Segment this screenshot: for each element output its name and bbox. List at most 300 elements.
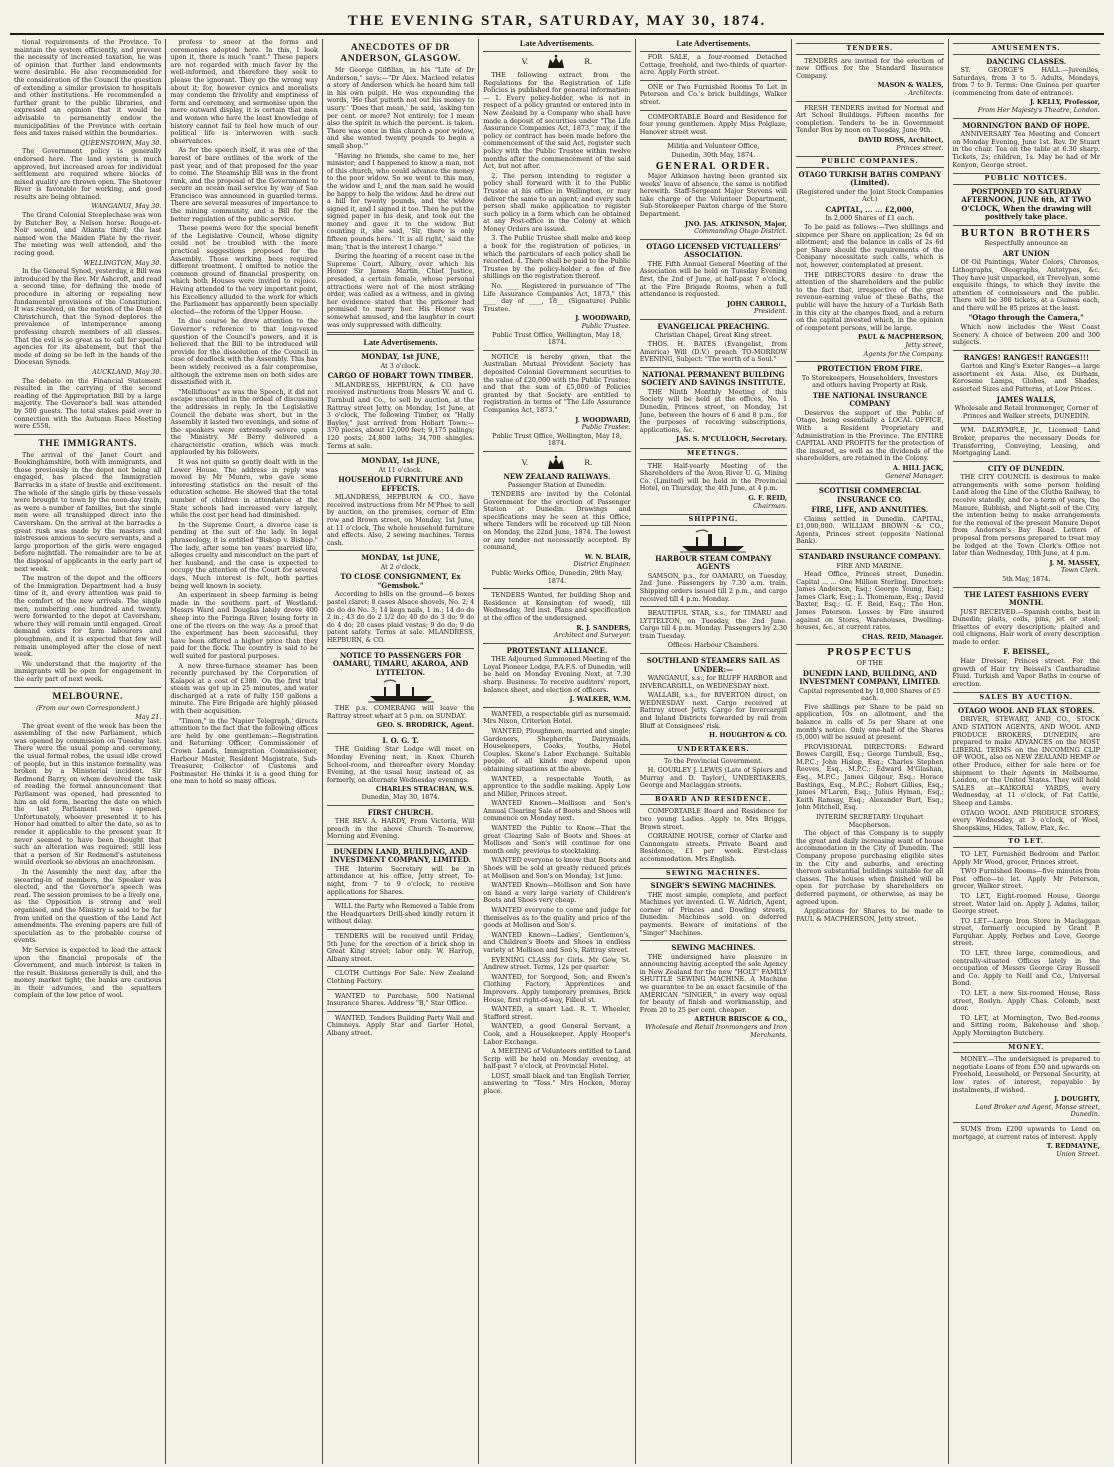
dateline: WELLINGTON, May 30. [83,258,162,267]
article-paragraph: A new three-furnace steamer has been recently purchased by the Corporation of Kaiapoi at a cost of £380. On the first trial steam was got up in 25 minutes, and water discharged at a rate of fully 150 gallons a minute. The Fire Brigade are highly pleased with their acquisition. [170,661,318,716]
advert-body: Five shillings per Share to be paid on application, 10s on allotment, and the balance in calls of 5s per Share at one month's notice. Only one-half of the Shares (5,000) will be issued at present. [796,702,944,742]
classified-ad: WANTED, for Sorgood, Son, and Ewen's Clothing Factory, Apprentices and Improvers. Apply temporary premises, Brick House, first right-of-way, Filleul st. [483,972,631,1004]
section-title: Late Advertisements. [640,39,787,52]
advert-body: WANTED to Purchase, 500 National Insurance Shares. Address "B," Star Office. [326,991,475,1008]
advert-signature: W. N. BLAIR, [584,552,631,561]
section-title: Late Advertisements. [483,39,630,52]
article-paragraph: profess to sneer at the forms and ceremonies adopted here. In this, I look upon it, there is much "cant." These papers are not regarded with much favor by the well-informed, and therefore they seek to please the ignorant. They go the wrong way about it; for, however cynics and moralists may condemn the frivolity and emptiness of form and ceremony, and sermonise upon the mere outward display, it is certain that men and women who have the least knowledge of history cannot fail to feel how much of our political life is interwoven with such observances. [170,39,318,145]
classified-ad: WANTED everyone to come and judge for themselves as to the quality and price of the goods at Mollison and Son's. [483,906,631,930]
article-paragraph: The great event of the week has been the assembling of the new Parliament, which was opened by commission on Tuesday last. There were the usual pomp and ceremony, the usual formal robes, the usual idle crowd of people, but in this instance formality was broken by a Ministerial incident. Sir Redmond Barry, on whom devolved the task of reading the formal announcement that Parliament was opened, had presented to him an old form, bearing the date on which the last Parliament was opened. Unfortunately, whoever presented it to his Honor had omitted to alter the date, so as to render it applicable to the present year. It never seemed to have been thought that such an alteration was required; still less that a person of Sir Redmond's astuteness would overlook so obvious an anachronism. [14,721,162,867]
classified-ad: TO LET, Furnished Bedroom and Parlor. Apply Mr Wood, grocer, Princes street. [952,849,1100,866]
royal-crest-icon [546,455,566,471]
advert-title: PROTESTANT ALLIANCE. [506,645,608,655]
advert-signature: ARTHUR BRISCOE & CO., [694,1015,788,1024]
advert-date: Dunedin, May 30, 1874. [361,792,440,801]
advert-title: GENERAL ORDER. [655,161,771,172]
advert-body: TENDERS are invited by the Colonial Government for the erection of Passenger Station at Dunedin. Drawings and specifications may be seen at this Office, where Tenders will be received up till Noon on Monday, the 22nd June, 1874. The lowest or any tender not necessarily accepted. By command, [483,490,631,552]
divider [796,483,943,484]
advert-body: THE most simple, complete, and perfect Machines yet invented. G. W. Aldrich, Agent, corner of Princes and Dowling streets, Dunedin. Machines sold on deferred payments. Beware of imitations of the "Singer" Machines. [639,890,788,937]
divider [14,687,161,688]
divider [327,332,474,335]
category-header: BOARD AND RESIDENCE. [640,794,787,806]
advert-signature-title: From Her Majesty's Theatre, London. [977,106,1100,115]
classified-ad: COMFORTABLE Board and Residence for four young gentlemen. Apply Miss Polglaze, Hanover street west. [639,112,788,136]
advert-subtitle: (Registered under the Joint Stock Companies Act.) [796,187,944,204]
divider [640,80,787,81]
divider [483,643,630,644]
advert-subtitle: Respectfully announce an [984,239,1069,248]
advert-title: SOUTHLAND STEAMERS SAIL AS UNDER:— [646,656,781,674]
advert-subtitle: To the Provincial Government. [664,757,763,766]
advert-signature-title: District Engineer. [573,560,631,569]
advert-body: Which now includes the West Coast Scenery. A choice of between 200 and 300 subjects. [952,322,1100,347]
advert-title: OTAGO LICENSED VICTUALLERS' ASSOCIATION. [646,241,781,260]
advert-body: According to bills on the ground—6 boxes pastel claret; 8 cases Alsace shovels, No. 2; 4 do do do No. 3; 14 kegs nails, 1 in.; 14 do do 2 in.; 43 do do 2 1/2 do; 40 do do 3 do; 9 do do 4 do; 20 cases plaid vestas; 9 do do; 9 do patent safety. Terms at sale. MLANDRESS, HEPBURN, & CO. [326,590,475,645]
advert-signature-title: Architect and Surveyor. [553,631,631,640]
advert-title: HARBOUR STEAM COMPANY AGENTS [655,553,772,572]
advert-title: THE NATIONAL INSURANCE COMPANY [812,390,927,409]
advert-body: Garton and King's Exeter Ranges—a large assortment ex Asia. Also, ex Durham, Kerosene Lamps, Globes, and Shades, assorted Sizes and Patterns, at Low Prices. [952,362,1100,394]
advert-date: MONDAY, 1st JUNE, [361,456,440,466]
divider [796,644,943,645]
article-paragraph: During the hearing of a recent case in the Supreme Court, Albury, over which his Honor Sir James Martin, Chief Justice, presided, a certain female, whose personal attractions were not of the most striking order, was called as a witness, and in giving her evidence stated that the prisoner had promised to marry her. His Honor was somewhat amused, and the laughter in court was only suppressed with difficulty. [326,252,475,329]
advert [327,652,474,730]
advert-date: Public Trust Office, Wellington, May 18, 1874. [492,431,622,448]
column-4 [479,39,635,1464]
advert-date: MONDAY, 1st JUNE, [361,553,440,563]
advert-quote: "Otago through the Camera," [968,313,1084,323]
dateline: QUEENSTOWN, May 30. [80,138,162,147]
advert-signature: J. M. MASSEY, [1049,558,1100,567]
advert-title: JAMES WALLS, [996,394,1056,404]
advert [327,353,474,450]
advert-body: THE Adjourned Summoned Meeting of the Loyal Pioneer Lodge, P.A.F.S. of Dunedin, will be held on Monday Evening Next, at 7.30 sharp. Business: To receive auditors' report, balance sheet, and election of officers. [483,655,631,694]
category-header: MONEY. [953,1042,1100,1054]
advert-body: Of Oil Paintings, Water Colors, Chromos, Lithographs, Oleographs, Autotypes, &c. They have just unpacked, ex Trevelyan, some exquisite things, to which they invite the attention of connoisseurs and the public. There will be 300 tickets, at a Guinea each, and there will be 85 prizes at the least. [952,258,1100,312]
category-header: SHIPPING. [640,514,787,526]
advert-signature: DAVID ROSS, Architect, [858,135,944,144]
category-header: MEETINGS. [640,448,787,460]
divider [640,139,787,140]
advert-body: ANNIVERSARY Tea Meeting and Concert on Monday Evening, June 1st. Rev. Dr Stuart in the chair. Tea on the table at 6.30 sharp. Tickets, 2s; children, 1s. May be had of Mr Kenyon, George street. [952,130,1100,169]
classified-ad: COMFORTABLE Board and Residence for two young Ladies. Apply to Mrs Briggs, Brown street. [639,807,788,831]
advert-body: 2. The person intending to register a policy shall forward with it to the Public Trustee at his office in Wellington, or may deliver the same to an agent; and every such person shall make application to register such policy in a form which can be obtained at any Post-office in the Colony at which Money Orders are issued. [483,171,631,233]
classified-ad: WANTED Known—Mollison and Son's Annual Clearing Sale of Boots and Shoes will commence on Monday next. [483,799,631,823]
steamship-icon [678,529,748,553]
section-subtitle: (From our own Correspondent.) [35,703,140,712]
classified-ad: WANTED, Ploughmen, married and single; Gardeners, Shepherds, Dairymaids, Housekeepers, Cooks, Youths, Hotel Couples. Skene's Labor Exchange. Suitable people of all kinds may depend upon obtaining situations at the above. [483,726,631,773]
advert-title: NOTICE TO PASSENGERS FOR OAMARU, TIMARU, AKAROA, AND LYTTELTON. [332,650,469,677]
advert-body: WILL the Party who Removed a Table from the Headquarters Drill-shed kindly return it without delay. [326,902,475,926]
column-6 [792,39,948,1464]
article-paragraph: "Mellifluous" as was the Speech, it did not escape unscathed in the ordeal of discussing the addresses in reply. In the Legislative Council the debate was short, but in the Assembly it lasted two evenings, and some of the speakers were extremely severe upon the Ministry. Mr Berry delivered a characteristic oration, which was much applauded by his followers. [170,387,318,457]
section-title: Late Advertisements. [327,338,474,351]
advert-title: THE LATEST FASHIONS EVERY MONTH. [964,589,1089,607]
royal-cipher [483,455,630,471]
article-paragraph: In the Supreme Court, a divorce case is pending at the suit of the lady. In legal phraseology, it is entitled "Bishop v. Bishop." The lady, after some ten years' married life, alleges cruelty and misconduct on the part of her husband, and the case is expected to occupy the attention of the Court for several days. Much interest is felt, both parties being well known in society. [170,520,318,590]
divider [327,648,474,649]
dateline: May 21. [135,713,162,722]
advert-title: HOUSEHOLD FURNITURE AND EFFECTS. [338,475,463,493]
advert-signature-address: Jetty street, [905,340,944,349]
advert-signature: JAS. S. M'CULLOCH, Secretary. [675,435,788,444]
advert-body: 3. The Public Trustee shall make and keep a book for the registration of policies, in which the particulars of each policy shall be recorded. 4. There shall be paid to the Public Trustee by the policy-holder a fee of five shillings on the registration thereof. [483,234,631,281]
column-3 [323,39,479,1464]
advert-signature: JOHN CARROLL, [726,299,788,308]
classified-ad: WANTED the Public to Know—That the great Clearing Sale of Boots and Shoes at Mollison and Son's will continue for one month only, previous to stocktaking. [483,824,631,855]
advert-date: Dunedin, 30th May, 1874. [671,150,756,159]
advert-company: DUNEDIN LAND, BUILDING, AND INVESTMENT COMPANY, LIMITED. [799,668,941,687]
divider [953,350,1100,351]
classified-ad: TO LET, three large, commodious, and centrally-situated Offices lately in the occupation of Messrs George Gray Russell and Co. Apply to Neill and Co., Universal Bond. [952,949,1100,988]
advert-body: TENDERS Wanted, for building Shop and Residence at Kensington (of wood), till Wednesday, 3rd inst. Plans and specification at the office of the undersigned. [483,591,631,622]
divider [640,940,787,941]
article-paragraph: The Grand Colonial Steeplechase was won by Butcher Boy, a Nelson horse. Rouge-et-Noir second, and Atlanta third; the last named won the Maiden Plate by the river. The meeting was well attended, and the racing good. [14,211,162,258]
dateline: WANGANUI, May 30. [91,202,162,211]
advert-title: SCOTTISH COMMERCIAL INSURANCE CO. [818,486,921,504]
divider [327,929,474,930]
classified-ad: FOR SALE, a four-roomed Detached Cottage, freehold, and two-thirds of quarter-acre. Apply Forth street. [639,53,788,77]
classified-ad: CORRAINE HOUSE, corner of Clarke and Cannongate streets. Private Board and Residence, £1 per week. First-class accommodation. Mrs English. [639,832,788,863]
advert-signature: GEO. S. BRODRICK, Agent. [376,721,475,730]
advert-subtitle: To Storekeepers, Householders, Investors and others having Property at Risk. [801,373,938,390]
advert-signature: J. KELLY, Professor, [1029,98,1100,107]
advert-body: H. GOURLEY J. LEWIS (Late of Spiers and Murray and D. Taylor), UNDERTAKERS, George and Maclaggan streets. [639,766,788,790]
category-header: PUBLIC NOTICES. [953,173,1100,185]
divider [327,989,474,990]
category-header: AMUSEMENTS. [953,43,1100,55]
divider [327,899,474,900]
divider [327,966,474,967]
advert-signature-title: General Manager. [885,471,944,480]
advert-title: SEWING MACHINES. [671,943,756,953]
classified-ad: TWO Furnished Rooms—five minutes from Post office—to let. Apply Mr Peterson, grocer, Walker street. [952,867,1100,891]
classified-ad: WANTED Known—Mollison and Son have on hand a very large variety of Children's Boots and Shoes very cheap. [483,881,631,905]
royal-cipher [483,54,630,70]
classified-ad: A MEETING of Volunteers entitled to Land Scrip will be held on Monday evening, at half-past 7 o'clock, at Provincial Hotel. [483,1047,631,1071]
article-paragraph: As for the speech itself, it was one of the barest of bare outlines of the work of the past year, and of that proposed for the year to come. The Steamship Bill was in the front rank, and the proposal of the Government to secure an ocean mail service by way of San Francisco was announced in guarded terms. There are several measures of importance to the mining community, and a Bill for the better regulation of the public service. [170,146,318,223]
advert-body: SUMS from £200 upwards to Lend on mortgage, at current rates of interest. Apply [952,1124,1100,1141]
divider [796,361,943,362]
advert-title: DUNEDIN LAND, BUILDING, AND INVESTMENT COMPANY, LIMITED. [330,846,471,865]
classified-ad: WANTED Known—Ladies', Gentlemen's, and Children's Boots and Shoes in endless variety at Mollison and Son's, Rattray street. [483,930,631,954]
cipher-v: V. [521,57,529,67]
category-header: UNDERTAKERS. [640,744,787,756]
advert-title: POSTPONED TO SATURDAY AFTERNOON, JUNE 6th, AT TWO O'CLOCK, When the drawing will positively take place. [961,186,1092,222]
classified-ad: EVENING CLASS for Girls. Mr Gow, St. Andrew street. Terms, 12s per quarter. [483,955,631,972]
advert-body: MONEY.—The undersigned is prepared to negotiate Loans of from £50 and upwards on Freehold, Leasehold, or Personal Security, at low rates of interest, repayable by instalments, if wished. [952,1055,1100,1094]
advert-body: THE following extract from the Regulations for the Registration of Life Policies is published for general information:— 1. Every policy-holder, who is not in respect of a policy granted or entered into in New Zealand by a Company who shall have made a deposit of securities under "The Life Assurance Companies Act, 1873," may, if the policy or contract has been made before the commencement of the said Act, register such policy with the Public Trustee within twelve months after the commencement of the said Act, but not after. [483,71,631,171]
divider [953,1122,1100,1123]
shipping-notice: BEAUTIFUL STAR, s.s., for TIMARU and LYTTELTON, on Tuesday, the 2nd June. Cargo till 4 p.m. Monday. Passengers by 2.30 train Tuesday. [639,609,788,640]
article-paragraph: The matron of the depot and the officers of the Immigration Department had a busy time of it, and every attention was paid to the comfort of the new arrivals. The single men, numbering one hundred and twenty, were forwarded to the depot at Caversham, where they will remain until engaged. Great demand exists for farm labourers and ploughmen, and it is expected that few will remain unemployed after the close of next week. [14,574,162,659]
cipher-r: R. [584,57,593,67]
article-paragraph: These poems were for the special benefit of the Legislative Council, whose dignity could not be troubled with the more practical suggestions proposed for the Assembly. Those working bees required different treatment. I omitted to notice the common ground of financial prosperity, on which both Houses were invited to rejoice. Having attended to the very important point, his Excellency alluded to the work for which the Parliament has apparently been specially elected—the reform of the Upper House. [170,224,318,316]
advert-body: THE Interim Secretary will be in attendance at his office, Jetty street, To-night, from 7 to 9 o'clock, to receive applications for Shares. [326,864,475,896]
advert-title: TO CLOSE CONSIGNMENT, Ex "Gemsbok." [340,572,461,590]
advert-body: Hair Dresser, Princes street. For the growth of Hair try Beissel's Cantharadine Fluid. Turkish and Vapor Baths in course of erection. [952,656,1100,688]
advert-time: At 2 o'clock. [380,562,421,571]
advert-signature-title: Public Trustee. [581,322,631,330]
divider [640,319,787,320]
advert-signature: H. HOUGHTON & CO. [709,731,788,740]
advert-body: CLOTH Cuttings For Sale. New Zealand Clothing Factory. [326,969,475,985]
classified-ad: TO LET—Large Iron Store in Maclaggan street, formerly occupied by Grant P. Farquhar. Apply, Forbes and Love, George street. [952,916,1100,948]
advert-signature: J. WOODWARD, [575,415,631,424]
advert-signature-title: Architects. [908,88,944,97]
capital-shares: Capital represented by 10,000 Shares of £5 each. [798,686,941,703]
capital-amount: CAPITAL, ... ... £2,000, [825,204,914,214]
advert-form: No. ____ Registered in pursuance of "The Life Assurance Companies Act, 1873," this ____ day of ____, 18__ (Signature) Public Trustee. [483,282,631,313]
advert-signature-title: Wholesale and Retail Ironmongers and Iron Merchants. [645,1023,788,1039]
divider [327,733,474,734]
advert-signature-title: Commanding Otago District. [694,227,788,236]
advert-signature-title: Public Trustee. [581,423,631,432]
classified-ad: WANTED, a respectable Youth, as apprentice to the saddle making. Apply Low and Miller, Princes street. [483,774,631,798]
classified-ad: LOST, small black and tan English Terrier, answering to "Toss." Mrs Hocken, Moray place. [483,1071,631,1096]
advert-signature: PAUL & MACPHERSON, [857,333,944,342]
advert-signature-title: Union Street. [1056,1149,1100,1158]
article-paragraph: An experiment in sheep farming is being made in the southern part of Westland. Messrs Ward and Douglas lately drove 400 sheep into the Paringa River, losing forty in one of the rivers on the way. As a proof that the experiment has been successful, they have been offered a higher price than they paid for the flock. The country is said to be well suited for pastoral purposes. [170,591,318,660]
advert-body: THOS. H. BATES (Evangelist, from America) Will (D.V.) preach TO-MORROW EVENING, Subject: "The worth of a Soul." [639,340,788,364]
advert-body: THE undersigned have pleasure in announcing having accepted the sole Agency in New Zealand for the new "HOLT" FAMILY SHUTTLE SEWING MACHINE. A Machine we guarantee to be an exact facsimile of the AMERICAN "SINGER," in every way equal for beauty of finish and workmanship, and From 20 to 25 per cent. cheaper. [639,952,788,1014]
advert-body: THE Half-yearly Meeting of the Shareholders of the Avon River U. G. Mining Co. (Limited) will be held in the Provincial Hotel, on Thursday, the 4th June, at 4 p.m. [639,461,788,493]
advert-body: THE CITY COUNCIL is desirous to make arrangements with some person holding Land along the Line of the Clutha Railway, to receive statedly, and for a term of years, the Manure, Rubbish, and Night-soil of the City, the intention being to make arrangements for the removal of the present Manure Depot from Anderson's Bay Road. Letters of proposal from persons prepared to treat may be lodged at the Town Clerk's Office not later than Wednesday, 10th June, at 4 p.m. [952,473,1100,558]
advert [327,737,474,802]
advert-signature: J. DOUGHTY, [1054,1095,1100,1104]
classified-ad: WANTED everyone to know that Boots and Shoes will be sold at greatly reduced prices at Mollison and Son's on Monday, 1st June. [483,856,631,880]
advert-title: OTAGO TURKISH BATHS COMPANY (Limited). [798,169,942,188]
advert-signature: R. J. SANDERS, [576,623,631,632]
divider [483,588,630,589]
classified-ad: TO LET, Eight-roomed House, George street. Water laid on. Apply J. Adams, tailor, George street. [952,891,1100,916]
advert-subtitle: Christian Chapel, Great King street. [654,331,773,340]
article-paragraph: It was not quite so gently dealt with in the Lower House. The address in reply was moved by Mr Munro, who gave some interesting statistics on the result of the education scheme. He showed that the total number of children in attendance at the State schools had increased very largely, while the cost per head had diminished. [170,458,318,520]
article-paragraph: We understand that the majority of the immigrants will be open for engagement in the early part of next week. [14,659,162,683]
divider [483,451,630,452]
advert-date: Public Trust Office, Wellington, May 18, 1874. [492,330,622,347]
advert-office: Militia and Volunteer Office, [667,142,760,151]
advert-signature: MASON & WALES, [877,81,944,90]
divider [953,587,1100,588]
interim-secretary: INTERIM SECRETARY: Urquhart Macpherson. [816,813,924,829]
advert-subtitle: Passenger Station at Dunedin. [507,481,607,490]
advert-title: MORNINGTON BAND OF HOPE. [962,120,1090,130]
advert-title: NEW ZEALAND RAILWAYS. [503,471,611,481]
advert-office: Offices: Harbour Chambers. [667,641,760,650]
article-paragraph: The Government policy is generally endorsed here. The land system is much approved, but increased areas for individual settlement are required where blocks of mixed quality are thrown open. The Shotover River is favorable for working, and good results are being obtained. [14,147,162,201]
advert-body: OTAGO WOOL AND PRODUCE STORES, every Wednesday, at 3 o'clock, of Wool, Sheepskins, Hides, Tallow, Flax, &c. [952,808,1100,832]
article-paragraph: In the Assembly the next day, after the swearing-in of members, the Speaker was elected, and the Governor's speech was read. The session promises to be a lively one, as the Opposition is strong and well organised, and the Ministry is said to be far from united on the question of the Land Act amendments. The evening papers are full of speculation as to the probable course of events. [14,867,162,945]
capital-shares: In 2,000 Shares of £1 each. [825,214,915,223]
article-paragraph: In due course he drew attention to the Governor's reference to that long-vexed question of the Council's powers, and it is believed that the Bill to be introduced will provide for the dissolution of the Council in case of deadlock with the Assembly. This has been widely received as a fair compromise, although the extreme men on both sides are dissatisfied with it. [170,317,318,387]
advert-subtitle: OF THE [856,658,883,667]
advert-body: THE REV. A. HARDY, From Victoria, Will preach in the above Church To-morrow, Morning and Evening. [326,817,475,841]
advert-body: Claims settled in Dunedin. CAPITAL, £1,000,000. WILLIAM BROWN & CO., Agents, Princes street (opposite National Bank). [796,514,944,546]
shipping-notice: SAMSON, p.s., for OAMARU, on Tuesday, 2nd June. Passengers by 7.30 a.m. train. Shipping orders issued till 2 p.m., and cargo received till 4 p.m. Monday. [639,571,788,603]
advert-body: MLANDRESS, HEPBURN & CO., have received instructions from Mr M'Phee to sell by auction, on the premises, corner of Elm row and Brown street, on Monday, 1st June, at 11 o'clock, The whole household furniture and effects. Also, 2 sewing machines. Terms cash. [326,493,475,547]
classified-ad: ONE or Two Furnished Rooms To Let in Peterson and Co.'s brick buildings, Walker street. [639,82,788,106]
advert-signature-title: Agents for the Company. [863,349,944,358]
classified-ad: WANTED, a respectable girl as nursemaid. Mrs Nixon, Criterion Hotel. [483,709,631,726]
classified-ad: WANTED, a good General Servant, a Cook, and a Housekeeper. Apply Hooper's Labor Exchange. [483,1022,631,1046]
advert [327,809,474,841]
advert-signature: JNO. JAS. ATKINSON, Major, [685,219,788,228]
advert-title: PROSPECTUS [827,648,913,659]
divider [640,367,787,368]
shipping-notice: WANGANUI, s.s., for BLUFF HARBOR and INVERCARGILL, on WEDNESDAY next. [639,674,788,690]
column-5 [636,39,792,1464]
column-7 [949,39,1104,1464]
advert-body: Major Atkinson having been granted six weeks' leave of absence, the same is notified herewith. Staff-Sergeant Major Stevens will take charge of the Volunteer Department, Sub-Storekeeper Paxton charge of the Store Department. [639,172,788,218]
advert-signature-title: Town Clerk. [1061,566,1100,575]
cipher-r: R. [584,458,593,468]
divider [953,118,1100,119]
category-header: TO LET. [953,836,1100,848]
category-header: SEWING MACHINES. [640,868,787,880]
advert-body: The object of this Company is to supply the great and daily increasing want of house accommodation in the City of Dunedin. The Company propose purchasing eligible sites in the City and suburbs, and erecting thereon substantial buildings suitable for all classes. The houses when finished will be open for purchase by shareholders on deferred payment, or otherwise, as may be agreed upon. [796,829,944,906]
advert-date: MONDAY, 1st JUNE, [361,352,440,362]
advert-title: SINGER'S SEWING MACHINES. [650,881,777,891]
article-paragraph: The arrival of the Janet Court and Bookinghamshire, both with immigrants, and those previously in the depot not being all engaged, has placed the Immigration Barracks in a state of bustle and excitement. The whole of the single girls by these vessels were brought to town by the noon-day train, as were a number of families, but the single men were all transhipped direct into the Caversham. On the arrival at the barracks a great rush was made by the masters and mistresses anxious to secure servants, and a large proportion of the girls were engaged before nightfall. The remainder are to be at the disposal of applicants in the early part of next week. [14,450,162,573]
advert-body: Applications for Shares to be made to PAUL & MACPHERSON, Jetty street. [796,907,944,923]
advert-body: DRIVER, STEWART, AND CO., STOCK AND STATION AGENTS, AND WOOL AND PRODUCE BROKERS, DUNEDIN, are prepared to make ADVANCES on the MOST LIBERAL TERMS on the INCOMING CLIP OF WOOL, also on NEW ZEALAND HEMP or other Produce, either for sale here or for shipment to their Agents in Melbourne, London, or the United States. They will hold SALES at—KAIKORAI YARDS, every Wednesday, at 11 o'clock, of Fat Cattle, Sheep and Lambs. [952,715,1100,807]
advert-title: PROTECTION FROM FIRE. [817,364,923,374]
advert-signature-title: President. [754,307,788,316]
classified-ad: WANTED, a smart Lad. R. T. Wheeler, Stafford street. [483,1005,631,1021]
article-paragraph: "Having no friends, she came to me, her minister; and I happened to know a man, not of this church, who could advance the money to the poor widow. So we went to this man, the widow and I, and the man said he would be happy to help the widow. And he drew out a bill for twenty pounds, and the widow signed it, and I signed it too. Then he put the signed paper in his desk, and took out the money and gave it to the widow. But counting it, she said, 'Sir, there is only fifteen pounds here.' 'It is all right,' said the man; 'that is the interest I charge.'" [326,151,475,251]
divider [953,423,1100,424]
advert-title: BURTON BROTHERS [961,228,1092,239]
advert-title: RANGES! RANGES!! RANGES!!! [963,352,1089,362]
article-paragraph: The debate on the Financial Statement resulted in the carrying of the second reading of the Appropriation Bill by a large majority. The Governor's ball was attended by 500 guests. The total stakes paid over in connection with the Autumn Race Meeting were £558. [14,376,162,431]
advert-title: EVANGELICAL PREACHING. [657,321,770,331]
advert [327,457,474,547]
advert-signature: J. WALKER, W.M. [569,695,631,704]
divider [483,707,630,708]
divider [796,549,943,550]
advert-signature: A. HILL JACK, [893,463,944,472]
divider [796,101,943,102]
advert-body: THE Ninth Monthly Meeting of this Society will be held at the offices, No. 1 Dunedin, Princes street, on Monday, 1st June, between the hours of 6 and 8 p.m., for the purposes of receiving subscriptions, applications, &c. [639,387,788,434]
shipping-notice: WALLABI, s.s., for RIVERTON direct, on WEDNESDAY next. Cargo received at Rattray street Jetty. Cargo for Invercargill and Inland Districts forwarded by rail from Bluff at Consignees' risk. [639,691,788,730]
column-1 [10,39,166,1464]
advert [327,848,474,896]
section-title: ANECDOTES OF DR ANDERSON, GLASGOW. [340,43,461,64]
advert-body: TENDERS are invited for the erection of new Offices for the Standard Insurance Company. [796,56,944,80]
divider [327,453,474,454]
advert-date: 5th May, 1874. [1002,574,1051,583]
advert-title: I. O. G. T. [382,735,419,745]
advert-subtitle: FIRE AND MARINE. [836,561,904,570]
section-title: THE IMMIGRANTS. [38,438,138,449]
article-paragraph: tional requirements of the Province. To maintain the system efficiently, and prevent the necessity of increased taxation, he was of opinion that further land endowments were desirable. He also recommended for the consideration of the Council the question of extending a similar provision to hospitals and other institutions. He recommended a further grant to the public libraries, and expressed an opinion that it would be advisable to permanently endow the municipalities of the Province with certain fees and taxes raised within the boundaries. [14,39,162,138]
advert-body: THE Fifth Annual General Meeting of the Association will be held on Tuesday Evening first, the 2nd of June, at half-past 7 o'clock, at the Fire Brigade Rooms, when a full attendance is requested. [639,259,788,299]
divider [640,606,787,607]
royal-crest-icon [546,54,566,70]
advert-title: NATIONAL PERMANENT BUILDING SOCIETY AND SAVINGS INSTITUTE. [641,369,786,388]
advert-title: F. BEISSEL, [1003,647,1050,657]
advert-title: STANDARD INSURANCE COMPANY. [798,552,941,561]
classified-ad: TO LET, at Mornington, Two Bed-rooms and Sitting room, Bakehouse and shop. Apply Mornington Butchery. [952,1013,1100,1037]
advert-signature: J. WOODWARD, [575,314,631,323]
advert-title: OTAGO WOOL AND FLAX STORES. [957,705,1095,715]
advert-title: DANCING CLASSES. [986,56,1067,66]
advert-body: THE DIRECTORS desire to draw the attention of the shareholders and the public to the fact that, irrespective of the great revenue-earning value of these Baths, the public will have the luxury of a Turkish Bath in this city at the charges fixed, and a return on the capital invested which, in the opinion of competent persons, will be large. [796,270,944,332]
divider [327,805,474,806]
advert [327,554,474,644]
divider [953,225,1100,226]
divider [640,239,787,240]
advert-subtitle: Wholesale and Retail Ironmonger, Corner of Princes and Walker streets, DUNEDIN. [954,404,1098,420]
advert-signature: T. REDMAYNE, [1046,1142,1100,1151]
classified-ad: TO LET, a new Six-roomed House, Ross street, Roslyn. Apply Chas. Colomb, next door. [952,989,1100,1013]
category-header: PUBLIC COMPANIES. [796,156,943,168]
advert-body: NOTICE is hereby given, that the Australian Mutual Provident Society has deposited Colonial Government securities to the value of £20,000 with the Public Trustee; and that the sum of £5,000 of Policies granted by that Society are entitled to registration in terms of "The Life Assurance Companies Act, 1873." [483,352,631,414]
divider [953,461,1100,462]
divider [640,110,787,111]
advert-body: MLANDRESS, HEPBURN, & CO. have received instructions from Messrs W. and G. Turnbull and Co., to sell by auction, at the Rattray street Jetty, on Monday, 1st June, at 3 o'clock, The following Timber, ex "Hally Bayley," just arrived from Hobart Town:— 370 pieces, about 12,000 feet; 9,175 palings; 120 posts; 24,800 laths; 34,700 shingles. Terms at sale. [326,380,475,450]
advert-subtitle: FIRE, LIFE, AND ANNUITIES. [811,505,929,515]
article-paragraph: Mr George Gilfillan, in his "Life of Dr Anderson," says:—"Dr Alex. Macleod relates a story of Anderson which he heard him tell in his own pulpit. He was expounding the words, 'He that putteth not out his money to usury.' 'Does that mean,' he said, 'asking ten per cent. or more? Not entirely; for I mean also the spirit in which the percent. is taken. There was once in this church a poor widow, and she wanted twenty pounds to begin a small shop.'" [326,66,475,150]
directors-list: PROVISIONAL DIRECTORS: Edward Bowes Cargill, Esq.; George Turnbull, Esq., M.P.C.; John Hislop, Esq.; Charles Stephen Reeves, Esq., M.P.C.; Edward M'Glashan, Esq., M.P.C.; James Gilgour, Esq.; Horace Bastings, Esq., M.P.C.; Robert Gillies, Esq.; James M'Laren, Esq.; Julius Hyman, Esq.; Keith Ramsay, Esq.; Alexander Burt, Esq.; John Mitchell, Esq. [796,742,944,812]
advert-body: ST. GEORGE'S HALL.—Juveniles, Saturdays, from 3 to 5. Adults, Mondays, from 7 to 9. Terms: One Guinea per quarter (commencing from date of entrance). [952,66,1100,97]
advert-title: CARGO OF HOBART TOWN TIMBER. [327,371,474,381]
advert-body: Deserves the support of the Public of Otago, being essentially a LOCAL OFFICE, With a Resident Proprietary and Administration in the Province. The ENTIRE CAPITAL AND PROFITS for the protection of the insured, as well as the dividends of the shareholders, are retained in the Colony. [796,408,944,463]
advert-signature-title: Chairman. [753,501,788,510]
article-paragraph: In the General Synod, yesterday, a Bill was introduced by the Rev. Mr Ashcroft, and read a second time, for defining the mode of procedure in altering or repealing new fundamental provisions of the Constitution. It was resolved, on the motion of the Dean of Christchurch, that the Synod deplores the prevalence of intemperance among professing church members of all classes. That the evil is so great as to call for special agencies for its abatement, but that the mode of doing so be left in the hands of the Diocesan Synods. [14,267,162,367]
advert-time: At 11 o'clock. [378,465,423,474]
divider [327,1011,474,1012]
dateline: AUCKLAND, May 30. [92,367,162,376]
column-2 [166,39,322,1464]
article-paragraph: "Timon," in the 'Napier Telegraph,' directs attention to the fact that the following offices are held by one gentleman:—Registration and Returning Officer, Commissioner of Crown Lands, Immigration Commissioner, Harbour Master, Resident Magistrate, Sub-Treasurer, Collector of Customs and Postmaster. He thinks it is a good thing for one man to hold so many offices. [170,716,318,786]
divider [327,844,474,845]
divider [327,550,474,551]
divider [483,350,630,351]
advert-title: CITY OF DUNEDIN. [987,463,1065,473]
masthead [10,8,1104,35]
advert-date: Public Works Office, Dunedin, 29th May, 1874. [491,568,623,585]
advert-body: THE p.s. COMERANG will leave the Rattray street wharf at 5 p.m. on SUNDAY. [326,704,475,720]
advert-time: At 3 o'clock. [380,361,421,370]
divider [14,434,161,435]
advert-body: JUST RECEIVED.—Spanish combs, best in Dunedin; plaits, coils, pins, jet or steel; frisettes of every description; plaited and coil chignons. Hair work of every description made to order. [952,607,1100,646]
advert-body: Head Office, Princes street, Dunedin. Capital ... ... One Million Sterling. Directors: James Anderson, Esq.; George Young, Esq.; James Clark, Esq.; L. Thomeman, Esq.; David Baxter, Esq.; G. F. Reid, Esq.; The Hon. James Paterson. Losses by Fire insured against on Stores, Warehouses, Dwelling-houses, &c., at current rates. [796,570,944,632]
advert-body: THE Guiding Star Lodge will meet on Monday Evening next, in Knox Church School-room, and thereafter every Monday Evening, at the usual hour, instead of, as formerly, on alternate Wednesday evenings. [326,745,475,784]
steamship-icon [366,679,436,703]
advert-body: FRESH TENDERS invited for Normal and Art School Buildings. Fifteen months for completion. Tenders to be in Government Tender Box by noon on Tuesday, June 9th. [796,103,944,135]
advert-signature: CHAS. REID, Manager. [862,632,944,641]
advert-body: WM. DALRYMPLE, Jr., Licensed Land Broker, prepares the necessary Deeds for Transferring, Conveying, Leasing, and Mortgaging Land. [952,426,1100,458]
article-paragraph: Mr Service is expected to lead the attack upon the financial proposals of the Government, and much interest is taken in the result. Business generally is dull, and the money market tight; the banks are cautious in their advances, and the squatters complain of the low price of wool. [14,945,162,1000]
columns [10,39,1104,1464]
advert-signature-title: Princes street. [896,143,944,152]
advert-body: To be paid as follows:—Two shillings and sixpence per Share on application; 2s 6d on allotment; and the balance in calls of 2s 6d per Share should the requirements of the Company necessitate such calls, which is not, however, contemplated at present. [796,223,944,269]
section-title: MELBOURNE. [52,691,124,702]
advert-signature: CHARLES STRACHAN, W.S. [376,785,475,794]
advert-body: WANTED, Tenders Building Party Wall and Chimneys. Apply Star and Garter Hotel, Albany street. [326,1013,475,1037]
cipher-v: V. [521,458,529,468]
advert-title: FIRST CHURCH. [367,807,434,817]
category-header: SALES BY AUCTION. [953,692,1100,704]
newspaper-title: THE EVENING STAR, SATURDAY, MAY 30, 1874. [347,13,767,29]
advert-subtitle: ART UNION [1002,248,1050,258]
divider [640,653,787,654]
category-header: TENDERS. [796,43,943,55]
advert-body: TENDERS will be received until Friday, 5th June, for the erection of a brick shop in Great King street; labor only. W. Harrop, Albany street. [326,932,475,963]
advert-signature: G. F. REID, [748,493,788,502]
